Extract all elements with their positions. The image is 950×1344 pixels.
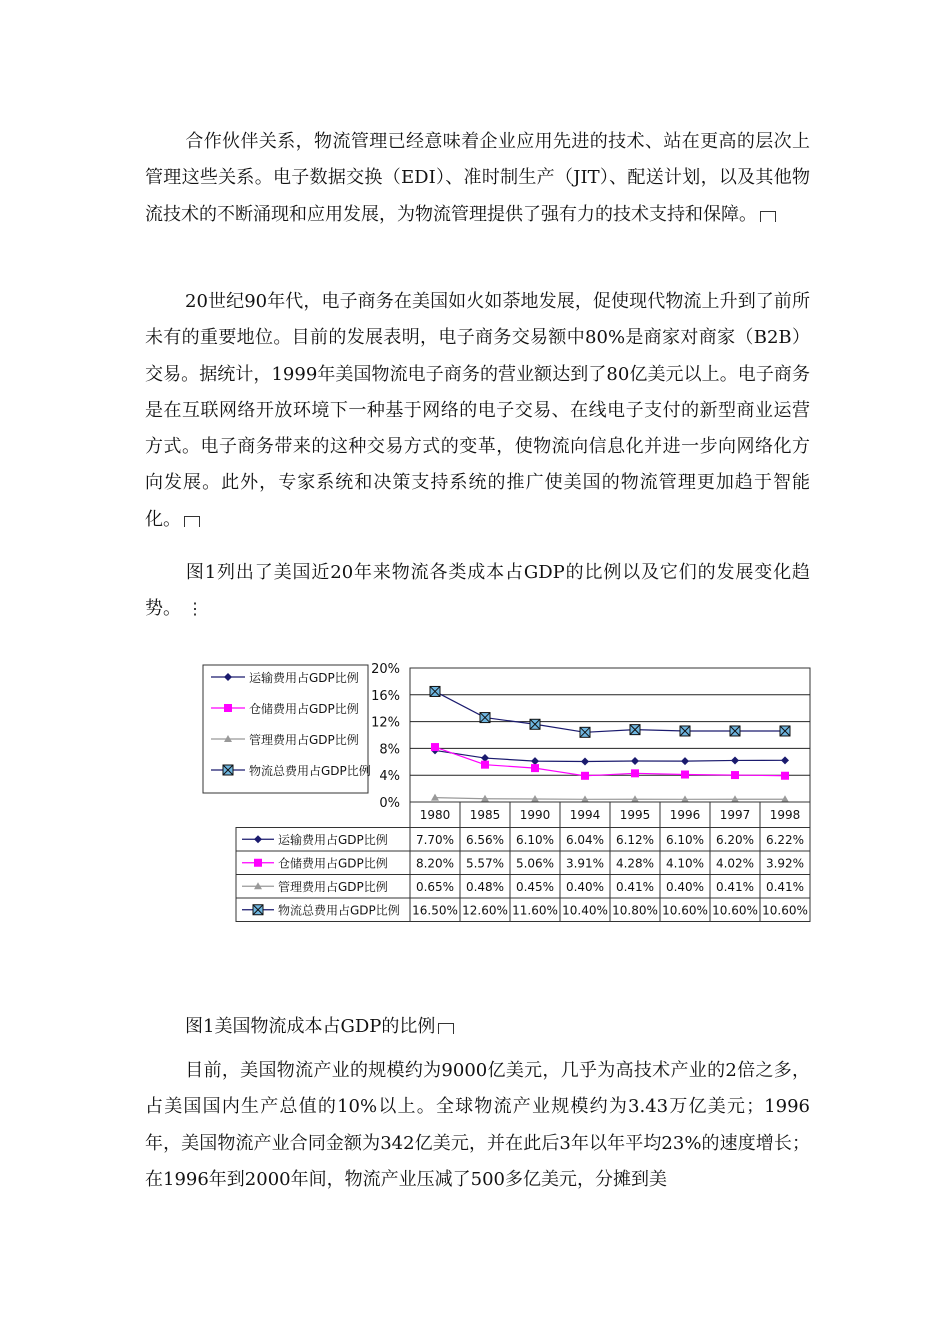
paragraph-4 [145,1053,810,1198]
data-label: 6.10% [665,832,705,847]
paragraph-4-text: 目前，美国物流产业的规模约为9000亿美元，几乎为高技术产业的2倍之多，占美国国内生产总值的10%以上。全球物流产业规模约为3.43万亿美元；1996年，美国物流产业合同金额为342亿美元，并在此后3年以年平均23%的速度增长；在1996年到2000年间，物流产业压减了500多亿美元，分摊到美 [145,1060,810,1190]
data-point [631,769,639,777]
x-tick-label: 1985 [469,808,501,822]
data-label: 6.56% [465,832,505,847]
data-point [480,713,490,723]
data-label: 10.60% [662,903,708,918]
data-label: 10.60% [762,903,808,918]
x-tick-label: 1990 [519,808,551,822]
data-point [681,771,689,779]
data-point [630,725,640,735]
chart-legend [203,665,371,793]
y-tick-label: 20% [371,662,400,677]
data-label: 0.41% [615,879,655,894]
data-label: 10.80% [612,903,658,918]
data-label: 3.92% [765,856,805,871]
legend-label: 物流总费用占GDP比例 [249,764,371,778]
data-label: 6.20% [715,832,755,847]
y-tick-label: 16% [371,688,400,704]
figure-caption-text: 图1美国物流成本占GDP的比例 [185,1016,436,1037]
table-series-label: 管理费用占GDP比例 [278,879,388,894]
data-label: 0.41% [715,879,755,894]
data-label: 6.12% [615,832,655,847]
data-point [531,764,539,772]
data-point [530,719,540,729]
data-point [680,726,690,736]
data-label: 6.04% [565,832,605,847]
legend-label: 仓储费用占GDP比例 [249,702,359,716]
paragraph-1 [145,124,810,233]
x-tick-label: 1998 [769,808,801,822]
data-point [431,743,439,751]
chart-data-table [236,802,810,922]
paragraph-mark-icon [438,1023,454,1034]
paragraph-2 [145,284,810,538]
x-tick-label: 1996 [669,808,701,822]
data-label: 0.40% [665,879,705,894]
data-label: 11.60% [512,903,558,918]
legend-marker [224,704,232,712]
legend-label: 管理费用占GDP比例 [249,733,359,747]
data-point [730,726,740,736]
data-label: 16.50% [412,903,458,918]
logistics-cost-chart [200,655,815,930]
data-label: 0.40% [565,879,605,894]
data-label: 6.10% [515,832,555,847]
data-point [731,771,739,779]
data-label: 8.20% [415,856,455,871]
chart-plot-area [371,662,810,811]
legend-marker [223,765,233,775]
table-series-label: 运输费用占GDP比例 [278,832,388,847]
table-legend-marker [253,905,263,915]
data-label: 6.22% [765,832,805,847]
figure-caption [185,1012,454,1038]
data-label: 3.91% [565,856,605,871]
data-point [430,686,440,696]
data-label: 12.60% [462,903,508,918]
y-tick-label: 12% [371,715,400,731]
legend-label: 运输费用占GDP比例 [249,671,359,685]
table-series-label: 仓储费用占GDP比例 [278,856,388,871]
data-label: 10.40% [562,903,608,918]
paragraph-mark-icon [184,516,200,527]
data-label: 7.70% [415,832,455,847]
table-legend-marker [254,859,262,867]
data-point [581,772,589,780]
data-label: 5.57% [465,856,505,871]
data-label: 0.45% [515,879,555,894]
data-label: 0.41% [765,879,805,894]
data-label: 4.10% [665,856,705,871]
paragraph-2-text: 20世纪90年代，电子商务在美国如火如荼地发展，促使现代物流上升到了前所未有的重要地位。目前的发展表明，电子商务交易额中80%是商家对商家（B2B）交易。据统计，1999年美国物流电子商务的营业额达到了80亿美元以上。电子商务是在互联网络开放环境下一种基于网络的电子交易、在线电子支付的新型商业运营方式。电子商务带来的这种交易方式的变革，使物流向信息化并进一步向网络化方向发展。此外，专家系统和决策支持系统的推广使美国的物流管理更加趋于智能化。 [145,291,810,530]
data-label: 4.28% [615,856,655,871]
paragraph-3 [145,555,810,628]
data-label: 0.48% [465,879,505,894]
data-point [781,772,789,780]
paragraph-mark-icon [760,211,776,222]
x-tick-label: 1997 [719,808,751,822]
x-tick-label: 1995 [619,808,651,822]
vertical-ellipsis-icon: ⋮ [187,599,203,619]
y-tick-label: 0% [379,796,400,811]
data-point [780,726,790,736]
table-series-label: 物流总费用占GDP比例 [278,903,400,918]
data-point [481,761,489,769]
data-label: 0.65% [415,879,455,894]
data-label: 10.60% [712,903,758,918]
data-label: 4.02% [715,856,755,871]
x-tick-label: 1980 [419,808,451,822]
y-tick-label: 4% [379,769,400,785]
data-label: 5.06% [515,856,555,871]
paragraph-3-text: 图1列出了美国近20年来物流各类成本占GDP的比例以及它们的发展变化趋势。 [145,562,810,620]
y-tick-label: 8% [379,742,400,758]
plot-frame [410,668,810,802]
paragraph-1-text: 合作伙伴关系，物流管理已经意味着企业应用先进的技术、站在更高的层次上管理这些关系。电子数据交换（EDI）、准时制生产（JIT）、配送计划，以及其他物流技术的不断涌现和应用发展，为物流管理提供了强有力的技术支持和保障。 [145,131,810,225]
data-point [580,727,590,737]
x-tick-label: 1994 [569,808,601,822]
